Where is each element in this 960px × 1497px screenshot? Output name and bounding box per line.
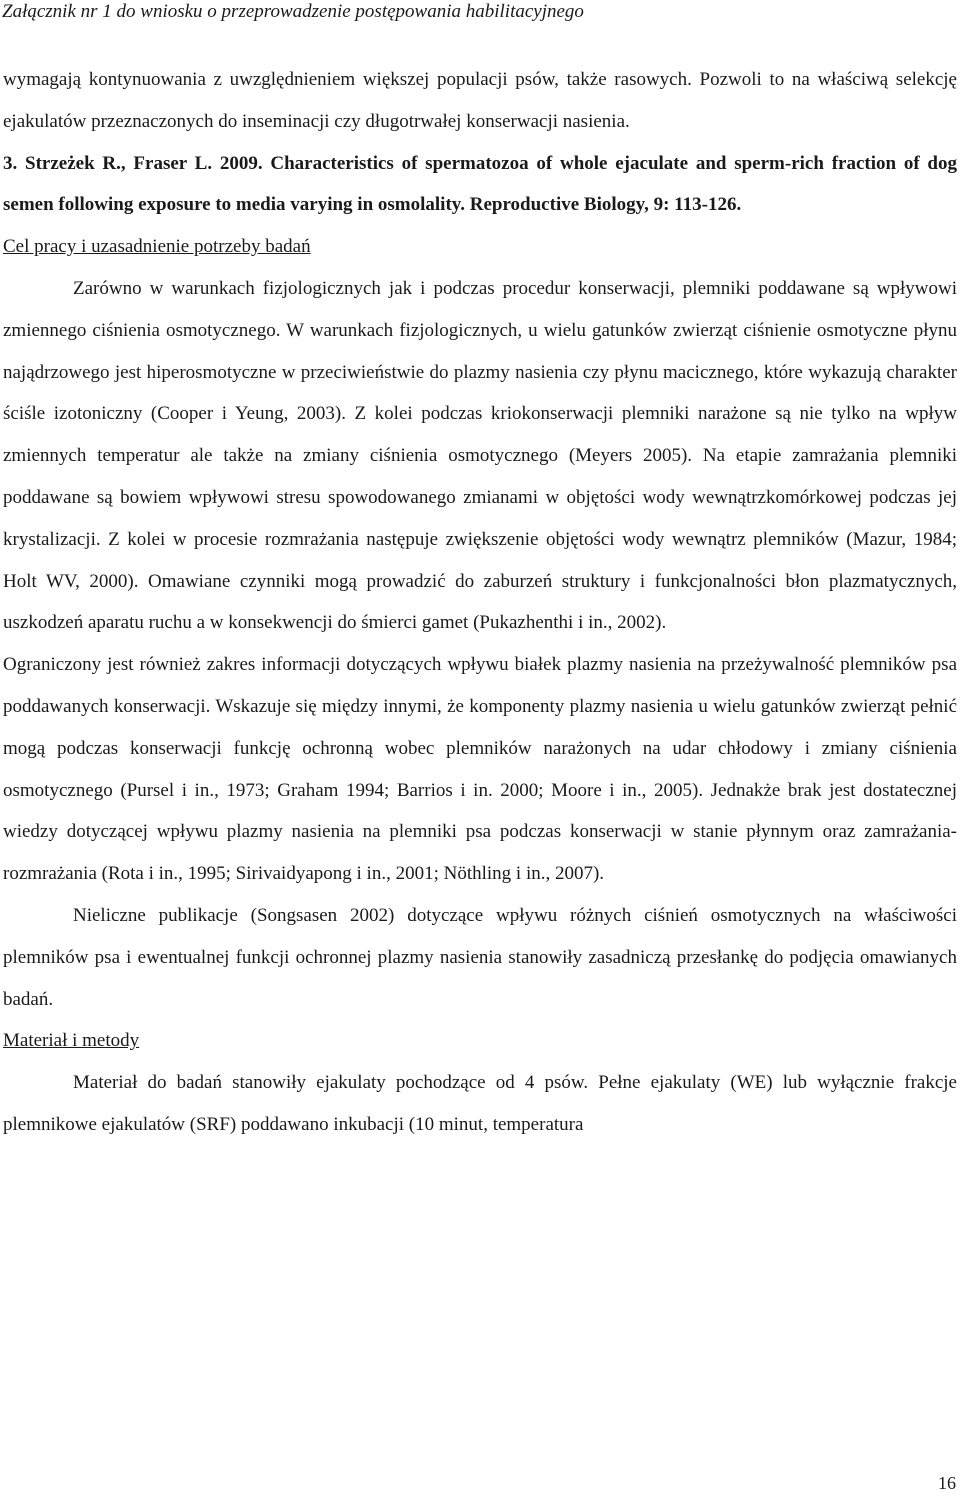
intro-paragraph: wymagają kontynuowania z uwzględnieniem większej populacji psów, także rasowych. Pozwoli to na właściwą selekcję ejakulatów przeznaczonych do inseminacji czy długotrwałej konserwacji nasienia.: [3, 69, 957, 132]
document-body: [3, 59, 957, 1146]
section-heading-aim: Cel pracy i uzasadnienie potrzeby badań: [3, 236, 311, 258]
paragraph-publications: Nieliczne publikacje (Songsasen 2002) dotyczące wpływu różnych ciśnień osmotycznych na właściwości plemników psa i ewentualnej funkcji ochronnej plazmy nasienia stanowiły zasadniczą przesłankę do podjęcia omawianych badań.: [3, 904, 957, 1010]
document-header: Załącznik nr 1 do wniosku o przeprowadzenie postępowania habilitacyjnego: [2, 1, 584, 22]
section-heading-methods: Materiał i metody: [3, 1030, 140, 1052]
paragraph-seminal-plasma: Ograniczony jest również zakres informacji dotyczących wpływu białek plazmy nasienia na przeżywalność plemników psa poddawanych konserwacji. Wskazuje się między innymi, że komponenty plazmy nasienia u wielu gatunków zwierząt pełnić mogą podczas konserwacji funkcję ochronną wobec plemników narażonych na udar chłodowy i zmiany ciśnienia osmotycznego (Pursel i in., 1973; Graham 1994; Barrios i in. 2000; Moore i in., 2005). Jednakże brak jest dostatecznej wiedzy dotyczącej wpływu plazmy nasienia na plemniki psa podczas konserwacji w stanie płynnym oraz zamrażania-rozmrażania (Rota i in., 1995; Sirivaidyapong i in., 2001; Nöthling i in., 2007).: [3, 654, 957, 885]
page-number: 16: [938, 1473, 956, 1493]
reference-entry: 3. Strzeżek R., Fraser L. 2009. Characteristics of spermatozoa of whole ejaculate and sperm-rich fraction of dog semen following exposure to media varying in osmolality. Reproductive Biology, 9: 113-126.: [3, 152, 957, 216]
paragraph-osmotic-pressure: Zarówno w warunkach fizjologicznych jak i podczas procedur konserwacji, plemniki poddawane są wpływowi zmiennego ciśnienia osmotycznego. W warunkach fizjologicznych, u wielu gatunków zwierząt ciśnienie osmotyczne płynu najądrzowego jest hiperosmotyczne w przeciwieństwie do plazmy nasienia czy płynu macicznego, które wykazują charakter ściśle izotoniczny (Cooper i Yeung, 2003). Z kolei podczas kriokonserwacji plemniki narażone są nie tylko na wpływ zmiennych temperatur ale także na zmiany ciśnienia osmotycznego (Meyers 2005). Na etapie zamrażania plemniki poddawane są bowiem wpływowi stresu spowodowanego zmianami w objętości wody wewnątrzkomórkowej podczas jej krystalizacji. Z kolei w procesie rozmrażania następuje zwiększenie objętości wody wewnątrz plemników (Mazur, 1984; Holt WV, 2000). Omawiane czynniki mogą prowadzić do zaburzeń struktury i funkcjonalności błon plazmatycznych, uszkodzeń aparatu ruchu a w konsekwencji do śmierci gamet (Pukazhenthi i in., 2002).: [3, 277, 957, 634]
paragraph-material: Materiał do badań stanowiły ejakulaty pochodzące od 4 psów. Pełne ejakulaty (WE) lub wyłącznie frakcje plemnikowe ejakulatów (SRF) poddawano inkubacji (10 minut, temperatura: [3, 1072, 957, 1135]
